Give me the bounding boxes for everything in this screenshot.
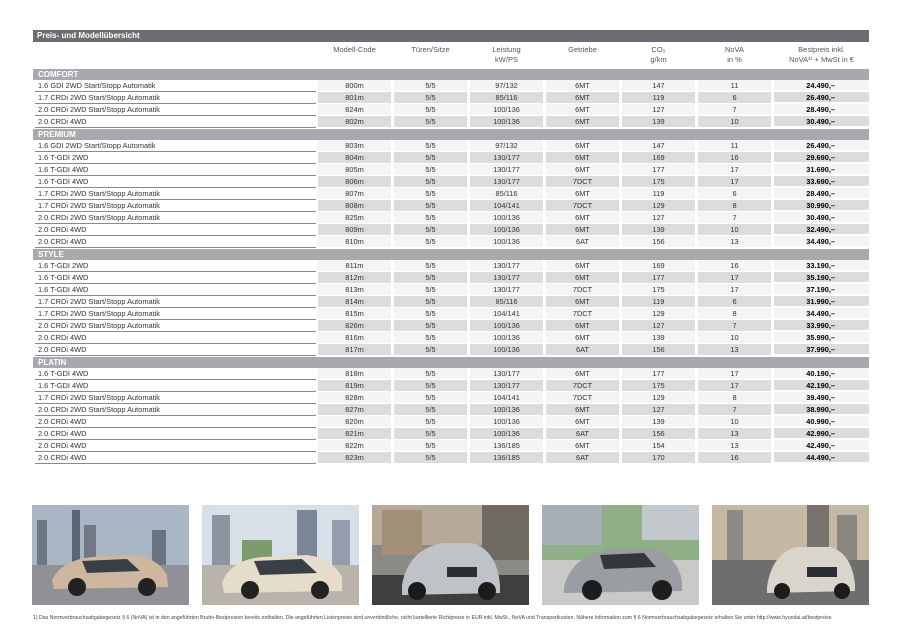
table-row	[33, 176, 869, 188]
table-cell: 6	[698, 92, 771, 104]
table-cell: 100/136	[470, 416, 543, 428]
table-cell: 100/136	[470, 332, 543, 344]
table-cell: 7	[698, 104, 771, 116]
table-cell: 130/177	[470, 380, 543, 392]
price-cell: 34.490,–	[774, 236, 869, 247]
table-cell: 6AT	[546, 236, 619, 248]
table-cell: 13	[698, 440, 771, 452]
table-cell: 127	[622, 404, 695, 416]
table-cell: 5/5	[394, 224, 467, 236]
table-cell: 119	[622, 188, 695, 200]
table-row	[33, 380, 869, 392]
table-row	[33, 212, 869, 224]
model-cell: 1.6 GDI 2WD Start/Stopp Automatik	[35, 80, 316, 92]
table-cell: 6MT	[546, 80, 619, 92]
table-row	[33, 320, 869, 332]
table-cell: 10	[698, 224, 771, 236]
model-cell: 1.6 T-GDI 4WD	[35, 380, 316, 392]
table-cell: 803m	[318, 140, 391, 152]
table-cell: 136/185	[470, 440, 543, 452]
table-body	[33, 69, 869, 464]
model-cell: 1.7 CRDi 2WD Start/Stopp Automatik	[35, 188, 316, 200]
table-cell: 5/5	[394, 380, 467, 392]
model-cell: 1.6 T-GDI 4WD	[35, 272, 316, 284]
table-cell: 7DCT	[546, 380, 619, 392]
table-cell: 129	[622, 200, 695, 212]
table-row	[33, 188, 869, 200]
col-header-code: Modell-Code	[333, 45, 376, 54]
table-cell: 130/177	[470, 260, 543, 272]
table-row	[33, 224, 869, 236]
table-cell: 812m	[318, 272, 391, 284]
table-cell: 10	[698, 416, 771, 428]
table-cell: 7DCT	[546, 392, 619, 404]
table-cell: 6MT	[546, 416, 619, 428]
model-cell: 2.0 CRDi 2WD Start/Stopp Automatik	[35, 104, 316, 116]
model-cell: 1.6 T-GDI 2WD	[35, 152, 316, 164]
model-cell: 1.6 T-GDI 2WD	[35, 260, 316, 272]
table-cell: 10	[698, 116, 771, 128]
table-cell: 5/5	[394, 428, 467, 440]
price-cell: 33.690,–	[774, 176, 869, 187]
table-cell: 6MT	[546, 224, 619, 236]
table-cell: 5/5	[394, 80, 467, 92]
table-cell: 6MT	[546, 260, 619, 272]
table-cell: 827m	[318, 404, 391, 416]
price-cell: 28.490,–	[774, 104, 869, 115]
table-cell: 104/141	[470, 392, 543, 404]
table-cell: 5/5	[394, 116, 467, 128]
table-cell: 100/136	[470, 116, 543, 128]
table-cell: 127	[622, 320, 695, 332]
model-cell: 1.7 CRDi 2WD Start/Stopp Automatik	[35, 296, 316, 308]
col-header-power: Leistung kW/PS	[492, 45, 521, 64]
table-cell: 7	[698, 320, 771, 332]
col-header-gear: Getriebe	[568, 45, 597, 54]
price-cell: 38.990,–	[774, 404, 869, 415]
car-photo-2	[202, 505, 359, 605]
table-row	[33, 200, 869, 212]
table-row	[33, 260, 869, 272]
price-cell: 26.490,–	[774, 92, 869, 103]
table-cell: 175	[622, 176, 695, 188]
table-cell: 11	[698, 80, 771, 92]
table-row	[33, 308, 869, 320]
table-cell: 5/5	[394, 320, 467, 332]
table-cell: 5/5	[394, 140, 467, 152]
table-cell: 6MT	[546, 212, 619, 224]
table-cell: 147	[622, 80, 695, 92]
table-cell: 13	[698, 236, 771, 248]
table-cell: 818m	[318, 368, 391, 380]
table-cell: 5/5	[394, 344, 467, 356]
table-cell: 5/5	[394, 440, 467, 452]
table-cell: 170	[622, 452, 695, 464]
table-cell: 177	[622, 164, 695, 176]
table-cell: 814m	[318, 296, 391, 308]
price-cell: 31.990,–	[774, 296, 869, 307]
table-cell: 100/136	[470, 212, 543, 224]
price-cell: 42.190,–	[774, 380, 869, 391]
col-header-nova: NoVA in %	[724, 45, 745, 64]
table-row	[33, 164, 869, 176]
table-cell: 97/132	[470, 80, 543, 92]
price-cell: 24.490,–	[774, 80, 869, 91]
table-cell: 119	[622, 296, 695, 308]
table-cell: 130/177	[470, 176, 543, 188]
table-row	[33, 236, 869, 248]
table-cell: 6MT	[546, 188, 619, 200]
table-cell: 5/5	[394, 188, 467, 200]
table-cell: 169	[622, 152, 695, 164]
car-photo-5	[712, 505, 869, 605]
table-cell: 130/177	[470, 284, 543, 296]
price-cell: 26.490,–	[774, 140, 869, 151]
table-row	[33, 284, 869, 296]
table-cell: 5/5	[394, 296, 467, 308]
table-cell: 824m	[318, 104, 391, 116]
table-cell: 85/116	[470, 188, 543, 200]
table-row	[33, 92, 869, 104]
table-cell: 800m	[318, 80, 391, 92]
table-cell: 175	[622, 380, 695, 392]
model-cell: 1.6 T-GDI 4WD	[35, 176, 316, 188]
table-cell: 6MT	[546, 272, 619, 284]
col-header-price: Bestpreis inkl. NoVA¹⁾ + MwSt in €	[789, 45, 854, 64]
table-cell: 6MT	[546, 368, 619, 380]
section-header: COMFORT	[33, 69, 869, 80]
price-cell: 30.490,–	[774, 116, 869, 127]
table-cell: 13	[698, 428, 771, 440]
price-cell: 40.190,–	[774, 368, 869, 379]
table-cell: 17	[698, 272, 771, 284]
table-cell: 8	[698, 392, 771, 404]
table-row	[33, 344, 869, 356]
table-cell: 104/141	[470, 200, 543, 212]
table-cell: 6	[698, 296, 771, 308]
table-cell: 806m	[318, 176, 391, 188]
price-cell: 35.990,–	[774, 332, 869, 343]
price-cell: 37.190,–	[774, 284, 869, 295]
price-cell: 29.690,–	[774, 152, 869, 163]
table-cell: 826m	[318, 320, 391, 332]
table-row	[33, 80, 869, 92]
table-cell: 130/177	[470, 272, 543, 284]
table-cell: 127	[622, 212, 695, 224]
table-cell: 816m	[318, 332, 391, 344]
table-cell: 5/5	[394, 104, 467, 116]
table-cell: 6MT	[546, 104, 619, 116]
table-cell: 810m	[318, 236, 391, 248]
price-table	[33, 30, 869, 464]
table-cell: 100/136	[470, 404, 543, 416]
model-cell: 1.6 T-GDI 4WD	[35, 284, 316, 296]
table-cell: 85/116	[470, 92, 543, 104]
table-cell: 156	[622, 344, 695, 356]
table-cell: 7	[698, 212, 771, 224]
table-cell: 5/5	[394, 452, 467, 464]
table-cell: 156	[622, 236, 695, 248]
table-cell: 17	[698, 284, 771, 296]
table-cell: 819m	[318, 380, 391, 392]
table-cell: 100/136	[470, 104, 543, 116]
table-row	[33, 404, 869, 416]
table-cell: 6MT	[546, 296, 619, 308]
model-cell: 1.7 CRDi 2WD Start/Stopp Automatik	[35, 92, 316, 104]
price-cell: 40.990,–	[774, 416, 869, 427]
table-cell: 6MT	[546, 404, 619, 416]
price-cell: 39.490,–	[774, 392, 869, 403]
table-cell: 815m	[318, 308, 391, 320]
table-cell: 129	[622, 392, 695, 404]
model-cell: 2.0 CRDi 4WD	[35, 224, 316, 236]
table-row	[33, 368, 869, 380]
table-cell: 5/5	[394, 392, 467, 404]
table-cell: 807m	[318, 188, 391, 200]
table-cell: 6MT	[546, 152, 619, 164]
table-cell: 5/5	[394, 272, 467, 284]
price-cell: 30.990,–	[774, 200, 869, 211]
model-cell: 2.0 CRDi 4WD	[35, 344, 316, 356]
table-cell: 5/5	[394, 332, 467, 344]
model-cell: 1.7 CRDi 2WD Start/Stopp Automatik	[35, 308, 316, 320]
model-cell: 2.0 CRDi 2WD Start/Stopp Automatik	[35, 404, 316, 416]
table-row	[33, 296, 869, 308]
table-cell: 811m	[318, 260, 391, 272]
model-cell: 1.7 CRDi 2WD Start/Stopp Automatik	[35, 392, 316, 404]
table-cell: 6AT	[546, 428, 619, 440]
table-cell: 16	[698, 152, 771, 164]
table-cell: 5/5	[394, 368, 467, 380]
table-cell: 802m	[318, 116, 391, 128]
table-cell: 104/141	[470, 308, 543, 320]
table-cell: 129	[622, 308, 695, 320]
price-cell: 32.490,–	[774, 224, 869, 235]
table-row	[33, 440, 869, 452]
model-cell: 2.0 CRDi 4WD	[35, 416, 316, 428]
table-cell: 127	[622, 104, 695, 116]
section-header: PLATIN	[33, 357, 869, 368]
table-cell: 136/185	[470, 452, 543, 464]
price-cell: 42.990,–	[774, 428, 869, 439]
price-cell: 35.190,–	[774, 272, 869, 283]
table-cell: 822m	[318, 440, 391, 452]
table-cell: 817m	[318, 344, 391, 356]
price-cell: 31.690,–	[774, 164, 869, 175]
table-cell: 130/177	[470, 368, 543, 380]
table-cell: 175	[622, 284, 695, 296]
table-cell: 17	[698, 380, 771, 392]
table-cell: 130/177	[470, 152, 543, 164]
price-cell: 28.490,–	[774, 188, 869, 199]
footnote: 1) Das Normverbrauchsabgabegesetz § 6 (NoVA) ist in den angeführten Brutto-Bestpreisen bereits enthalten. Die angeführten Listenpreise sind unverbindliche, nicht kartellierte Richtpreise in EUR inkl. MwSt., NoVA und Transportkosten. Nähere Information zum § 6 Normverbrauchsabgabegesetz erhalten Sie unter http://www.hyundai.at/bestpreise	[33, 615, 832, 621]
table-cell: 6MT	[546, 332, 619, 344]
table-cell: 828m	[318, 392, 391, 404]
table-cell: 10	[698, 332, 771, 344]
table-cell: 11	[698, 140, 771, 152]
table-cell: 139	[622, 116, 695, 128]
table-cell: 6MT	[546, 116, 619, 128]
model-cell: 2.0 CRDi 4WD	[35, 116, 316, 128]
table-cell: 154	[622, 440, 695, 452]
model-cell: 2.0 CRDi 4WD	[35, 236, 316, 248]
car-photo-4	[542, 505, 699, 605]
table-row	[33, 416, 869, 428]
price-cell: 37.990,–	[774, 344, 869, 355]
table-cell: 805m	[318, 164, 391, 176]
table-cell: 5/5	[394, 236, 467, 248]
table-cell: 6MT	[546, 92, 619, 104]
table-cell: 100/136	[470, 320, 543, 332]
table-row	[33, 116, 869, 128]
model-cell: 1.6 T-GDI 4WD	[35, 164, 316, 176]
price-cell: 44.490,–	[774, 452, 869, 463]
table-cell: 825m	[318, 212, 391, 224]
table-cell: 6AT	[546, 344, 619, 356]
table-cell: 6MT	[546, 320, 619, 332]
table-cell: 5/5	[394, 212, 467, 224]
model-cell: 1.7 CRDi 2WD Start/Stopp Automatik	[35, 200, 316, 212]
model-cell: 2.0 CRDi 2WD Start/Stopp Automatik	[35, 320, 316, 332]
price-cell: 34.490,–	[774, 308, 869, 319]
table-cell: 16	[698, 452, 771, 464]
price-cell: 30.490,–	[774, 212, 869, 223]
model-cell: 1.6 GDI 2WD Start/Stopp Automatik	[35, 140, 316, 152]
model-cell: 2.0 CRDi 4WD	[35, 452, 316, 464]
table-cell: 85/116	[470, 296, 543, 308]
table-row	[33, 272, 869, 284]
table-cell: 17	[698, 176, 771, 188]
table-row	[33, 332, 869, 344]
table-cell: 808m	[318, 200, 391, 212]
table-cell: 97/132	[470, 140, 543, 152]
table-cell: 7DCT	[546, 200, 619, 212]
table-row	[33, 104, 869, 116]
table-cell: 5/5	[394, 416, 467, 428]
model-cell: 2.0 CRDi 4WD	[35, 440, 316, 452]
table-cell: 5/5	[394, 92, 467, 104]
table-cell: 804m	[318, 152, 391, 164]
section-header: STYLE	[33, 249, 869, 260]
table-cell: 7DCT	[546, 308, 619, 320]
table-cell: 169	[622, 260, 695, 272]
table-cell: 177	[622, 272, 695, 284]
table-cell: 17	[698, 164, 771, 176]
table-cell: 177	[622, 368, 695, 380]
table-cell: 100/136	[470, 344, 543, 356]
table-cell: 147	[622, 140, 695, 152]
table-cell: 16	[698, 260, 771, 272]
table-cell: 5/5	[394, 308, 467, 320]
table-cell: 801m	[318, 92, 391, 104]
table-cell: 5/5	[394, 152, 467, 164]
table-cell: 823m	[318, 452, 391, 464]
table-cell: 6	[698, 188, 771, 200]
table-row	[33, 428, 869, 440]
table-cell: 5/5	[394, 200, 467, 212]
model-cell: 2.0 CRDi 4WD	[35, 428, 316, 440]
section-header: PREMIUM	[33, 129, 869, 140]
photo-strip	[32, 505, 870, 605]
table-cell: 100/136	[470, 428, 543, 440]
table-row	[33, 140, 869, 152]
car-photo-1	[32, 505, 189, 605]
price-cell: 33.190,–	[774, 260, 869, 271]
table-cell: 139	[622, 224, 695, 236]
table-cell: 8	[698, 308, 771, 320]
table-cell: 119	[622, 92, 695, 104]
table-cell: 100/136	[470, 224, 543, 236]
table-cell: 813m	[318, 284, 391, 296]
table-row	[33, 452, 869, 464]
table-cell: 17	[698, 368, 771, 380]
table-cell: 5/5	[394, 260, 467, 272]
table-cell: 821m	[318, 428, 391, 440]
table-cell: 5/5	[394, 164, 467, 176]
table-cell: 8	[698, 200, 771, 212]
price-cell: 33.990,–	[774, 320, 869, 331]
table-cell: 6MT	[546, 164, 619, 176]
model-cell: 2.0 CRDi 4WD	[35, 332, 316, 344]
table-cell: 7DCT	[546, 284, 619, 296]
table-cell: 7DCT	[546, 176, 619, 188]
table-title: Preis- und Modellübersicht	[33, 30, 869, 42]
table-cell: 13	[698, 344, 771, 356]
table-cell: 6AT	[546, 452, 619, 464]
table-cell: 809m	[318, 224, 391, 236]
model-cell: 1.6 T-GDI 4WD	[35, 368, 316, 380]
table-cell: 820m	[318, 416, 391, 428]
table-cell: 5/5	[394, 404, 467, 416]
table-row	[33, 152, 869, 164]
table-cell: 139	[622, 416, 695, 428]
table-cell: 6MT	[546, 440, 619, 452]
col-header-co2: CO₂ g/km	[650, 45, 667, 64]
model-cell: 2.0 CRDi 2WD Start/Stopp Automatik	[35, 212, 316, 224]
table-cell: 130/177	[470, 164, 543, 176]
table-cell: 7	[698, 404, 771, 416]
table-header	[33, 42, 869, 68]
table-cell: 139	[622, 332, 695, 344]
table-cell: 5/5	[394, 176, 467, 188]
table-cell: 100/136	[470, 236, 543, 248]
table-cell: 6MT	[546, 140, 619, 152]
price-cell: 42.490,–	[774, 440, 869, 451]
table-cell: 156	[622, 428, 695, 440]
table-row	[33, 392, 869, 404]
table-cell: 5/5	[394, 284, 467, 296]
col-header-doors: Türen/Sitze	[411, 45, 450, 54]
car-photo-3	[372, 505, 529, 605]
